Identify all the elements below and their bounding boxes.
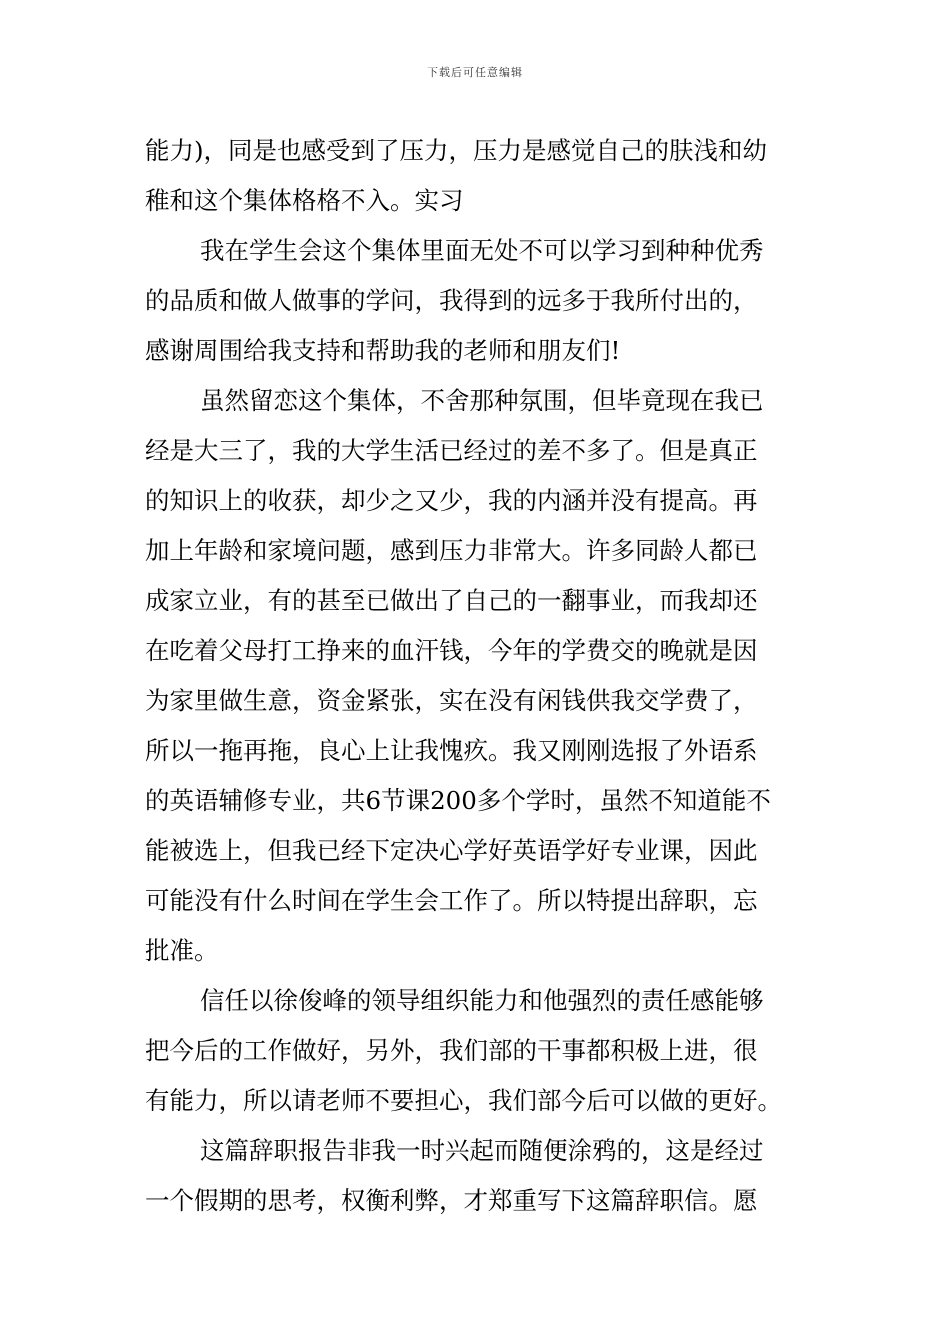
paragraph	[145, 976, 807, 1126]
paragraph	[145, 226, 807, 376]
text-line: 成家立业，有的甚至已做出了自己的一翻事业，而我却还	[145, 586, 758, 615]
text-line: 经是大三了，我的大学生活已经过的差不多了。但是真正	[145, 436, 758, 465]
text-line: 所以一拖再拖，良心上让我愧疚。我又刚刚选报了外语系	[145, 736, 758, 765]
text-line: 虽然留恋这个集体，不舍那种氛围，但毕竟现在我已	[200, 386, 764, 415]
text-line: 的英语辅修专业，共6节课200多个学时，虽然不知道能不	[145, 786, 771, 815]
text-line: 信任以徐俊峰的领导组织能力和他强烈的责任感能够	[200, 986, 764, 1015]
text-line: 一个假期的思考，权衡利弊，才郑重写下这篇辞职信。愿	[145, 1186, 758, 1215]
text-line: 在吃着父母打工挣来的血汗钱，今年的学费交的晚就是因	[145, 636, 758, 665]
text-line: 我在学生会这个集体里面无处不可以学习到种种优秀	[200, 236, 764, 265]
text-line: 为家里做生意，资金紧张，实在没有闲钱供我交学费了，	[145, 686, 758, 715]
text-line: 感谢周围给我支持和帮助我的老师和朋友们!	[145, 336, 621, 365]
text-line: 能力)，同是也感受到了压力，压力是感觉自己的肤浅和幼	[145, 136, 768, 165]
paragraph	[145, 126, 807, 226]
text-line: 可能没有什么时间在学生会工作了。所以特提出辞职，忘	[145, 886, 758, 915]
text-line: 有能力，所以请老师不要担心，我们部今后可以做的更好。	[145, 1086, 782, 1115]
text-line: 加上年龄和家境问题，感到压力非常大。许多同龄人都已	[145, 536, 758, 565]
document-body	[145, 126, 807, 1226]
paragraph	[145, 376, 807, 976]
text-line: 能被选上，但我已经下定决心学好英语学好专业课，因此	[145, 836, 758, 865]
text-line: 把今后的工作做好，另外，我们部的干事都积极上进，很	[145, 1036, 758, 1065]
text-line: 批准。	[145, 936, 219, 965]
page-header: 下载后可任意编辑	[427, 66, 523, 79]
text-line: 的品质和做人做事的学问，我得到的远多于我所付出的，	[145, 286, 758, 315]
text-line: 的知识上的收获，却少之又少，我的内涵并没有提高。再	[145, 486, 758, 515]
text-line: 这篇辞职报告非我一时兴起而随便涂鸦的，这是经过	[200, 1136, 764, 1165]
text-line: 稚和这个集体格格不入。实习	[145, 186, 464, 215]
paragraph	[145, 1126, 807, 1226]
